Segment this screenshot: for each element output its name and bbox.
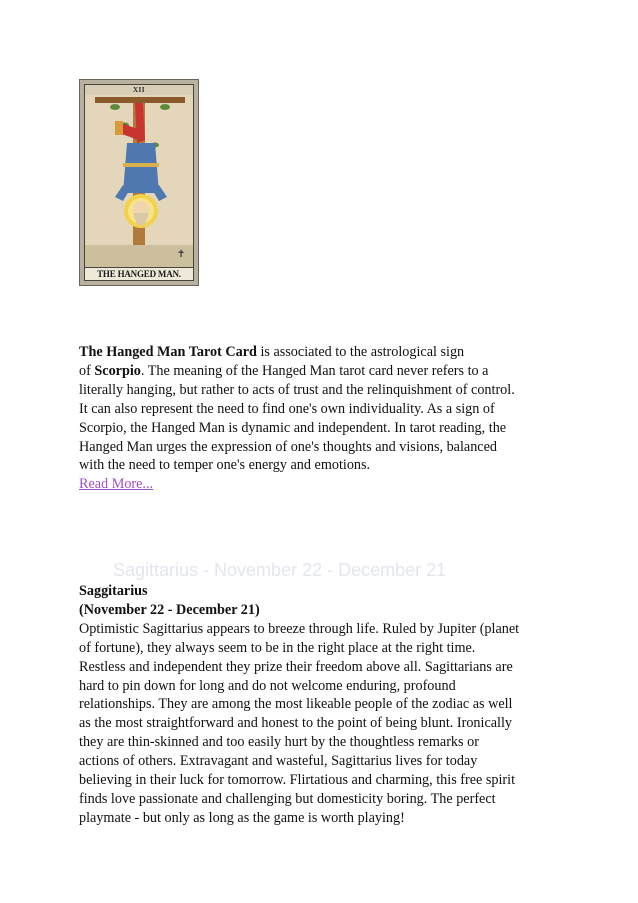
paragraph-line: of fortune), they always seem to be in the right place at the right time. (79, 639, 476, 656)
scorpio-label: Scorpio (94, 362, 141, 379)
paragraph-line: Scorpio, the Hanged Man is dynamic and independent. In tarot reading, the (79, 419, 507, 436)
paragraph-line: with the need to temper one's energy and emotions. (79, 457, 371, 474)
sign-dates: (November 22 - December 21) (79, 601, 260, 618)
sagittarius-faded-heading: Sagittarius - November 22 - December 21 (113, 560, 447, 580)
paragraph-line: as the most straightforward and honest to the point of being blunt. Ironically (79, 715, 513, 732)
hanged-man-card-image (79, 79, 199, 286)
paragraph-line: hard to pin down for long and do not welcome enduring, profound (79, 677, 456, 694)
paragraph-line: they are thin-skinned and too easily hurt by the thoughtless remarks or (79, 734, 479, 751)
card-numeral: XII (132, 86, 145, 94)
hanged-man-paragraph (79, 343, 599, 494)
paragraph-line: Restless and independent they prize their freedom above all. Sagittarians are (79, 658, 513, 675)
hanged-man-illustration (85, 85, 194, 270)
paragraph-line: Hanged Man urges the expression of one's thoughts and visions, balanced (79, 438, 497, 455)
paragraph-line: playmate - but only as long as the game is worth playing! (79, 809, 405, 826)
sagittarius-section (79, 582, 599, 828)
paragraph-line: finds love passionate and challenging but domesticity boring. The perfect (79, 790, 496, 807)
card-face (84, 84, 194, 281)
card-caption: THE HANGED MAN. (85, 267, 193, 280)
paragraph-line: believing in their luck for tomorrow. Flirtatious and charming, this free spirit (79, 772, 516, 789)
paragraph-line: actions of others. Extravagant and wasteful, Sagittarius lives for today (79, 753, 478, 770)
svg-text:✝: ✝ (177, 249, 186, 260)
paragraph-line: relationships. They are among the most likeable people of the zodiac as well (79, 696, 513, 713)
read-more-link[interactable]: Read More... (79, 476, 154, 493)
hanged-man-title: The Hanged Man Tarot Card (79, 344, 257, 360)
paragraph-line: literally hanging, but rather to acts of trust and the relinquishment of control. (79, 381, 515, 398)
sign-name: Saggitarius (79, 583, 148, 599)
paragraph-line: It can also represent the need to find one's own individuality. As a sign of (79, 400, 495, 417)
paragraph-line: The Hanged Man Tarot Card is associated to the astrological sign (79, 344, 465, 360)
paragraph-line: of Scorpio. The meaning of the Hanged Man tarot card never refers to a (79, 362, 489, 379)
paragraph-line: Optimistic Sagittarius appears to breeze through life. Ruled by Jupiter (planet (79, 620, 520, 637)
